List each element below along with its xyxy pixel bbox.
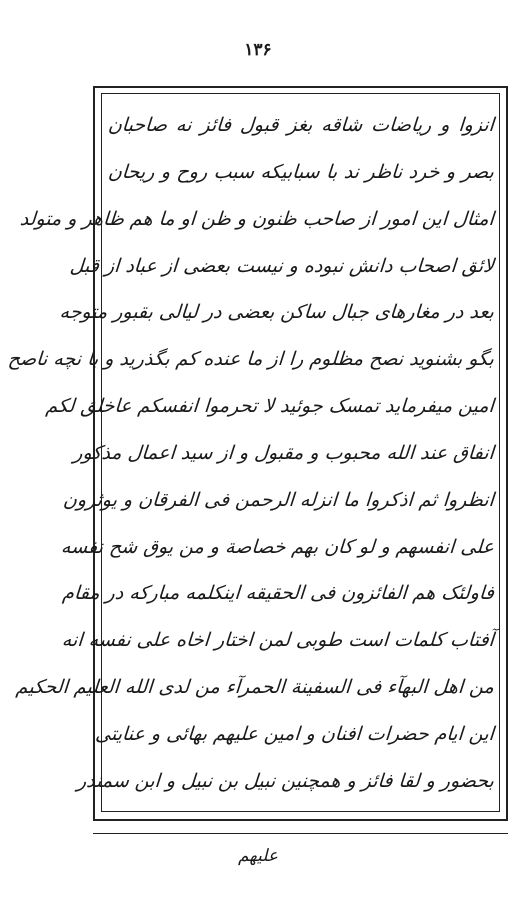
text-line-8: انفاق عند الله محبوب و مقبول و از سید اعمال مذکور: [72, 441, 495, 464]
text-line-10: علی انفسهم و لو کان بهم خصاصة و من یوق شح نفسه: [60, 535, 495, 558]
manuscript-text-block: [7, 108, 495, 798]
text-line-2: بصر و خرد ناظر ند با سبابیکه سبب روح و ریحان: [107, 160, 495, 183]
text-line-14: این ایام حضرات افنان و امین علیهم بهائی و عنایتی: [94, 722, 495, 745]
text-line-11: فاولئک هم الفائزون فی الحقیقه اینکلمه مبارکه در مقام: [61, 582, 495, 605]
text-line-6: بگو بشنوید نصح مظلوم را از ما عنده کم بگذرید و با نچه ناصح: [7, 348, 495, 371]
text-line-5: بعد در مغارهای جبال ساکن بعضی در لیالی بقبور متوجه: [58, 301, 495, 324]
text-line-15: بحضور و لقا فائز و همچنین نبیل بن نبیل و ابن سمندر: [76, 769, 495, 792]
text-line-1: انزوا و ریاضات شاقه بغز قبول فائز نه صاحبان: [107, 114, 495, 136]
page-number: ۱۳۶: [244, 40, 272, 60]
footer-rule: [93, 833, 508, 834]
text-line-4: لائق اصحاب دانش نبوده و نیست بعضی از عباد از قبل: [68, 254, 495, 277]
text-line-13: من اهل البهآء فی السفینة الحمرآء من لدی الله العلیم الحکیم: [15, 676, 495, 699]
text-line-7: امین میفرماید تمسک جوئید لا تحرموا انفسکم عاخلق لکم: [44, 395, 495, 418]
text-line-12: آفتاب کلمات است طوبی لمن اختار اخاه علی نفسه انه: [61, 629, 495, 652]
text-line-9: انظروا ثم اذکروا ما انزله الرحمن فی الفرقان و یوثرون: [62, 488, 495, 511]
text-line-3: امثال این امور از صاحب ظنون و ظن او ما هم ظاهر و متولد: [19, 207, 495, 230]
catchword: علیهم: [237, 846, 279, 866]
